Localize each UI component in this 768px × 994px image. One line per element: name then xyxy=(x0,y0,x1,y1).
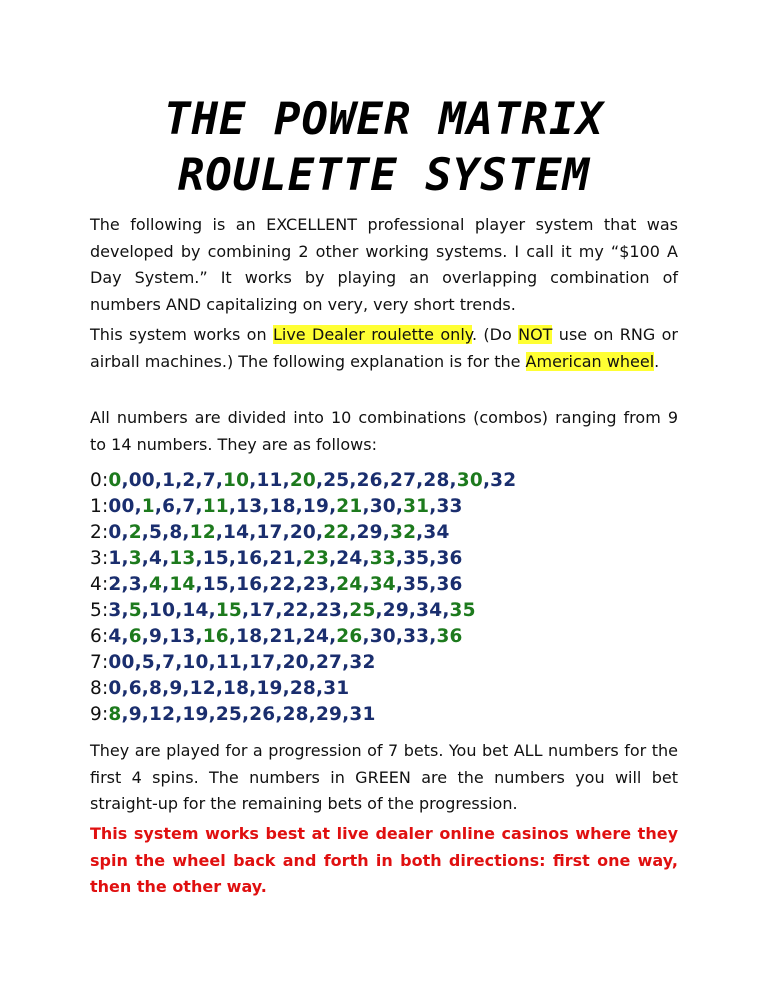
blue-number: 27 xyxy=(390,470,417,491)
green-number: 25 xyxy=(349,600,376,621)
blue-number: 5 xyxy=(149,522,163,543)
blue-number: 23 xyxy=(302,574,330,595)
blue-number: 33 xyxy=(436,496,463,517)
green-number: 26 xyxy=(336,626,363,647)
blue-number: 15 xyxy=(202,548,229,569)
blue-number: 3 xyxy=(128,574,142,595)
blue-number: 9 xyxy=(169,678,183,699)
blue-number: 31 xyxy=(349,704,376,725)
combo-line: 1:00,1,6,7,11,13,18,19,21,30,31,33 xyxy=(90,496,463,517)
green-number: 12 xyxy=(189,522,216,543)
live-dealer-text-3: use on RNG or airball machines.) The following explanation is for the xyxy=(90,325,678,371)
blue-number: 6 xyxy=(162,496,176,517)
blue-number: 21 xyxy=(269,548,296,569)
green-number: 8 xyxy=(108,704,122,725)
blue-number: 10 xyxy=(182,652,209,673)
green-number: 22 xyxy=(323,522,350,543)
progression-paragraph: They are played for a progression of 7 bets. You bet ALL numbers for the first 4 spins. The numbers in GREEN are the numbers you will bet straight-up for the remaining bets of the progression. xyxy=(90,741,678,813)
green-number: 13 xyxy=(169,548,196,569)
blue-number: 00 xyxy=(108,652,135,673)
blue-number: 32 xyxy=(490,470,517,491)
combo-line: 4:2,3,4,14,15,16,22,23,24,34,35,36 xyxy=(90,574,463,595)
blue-number: 11 xyxy=(215,652,242,673)
blue-number: 16 xyxy=(236,574,263,595)
green-number: 21 xyxy=(336,496,363,517)
blue-number: 35 xyxy=(403,574,430,595)
combo-index: 6: xyxy=(90,626,109,647)
combo-index: 4: xyxy=(90,574,109,595)
blue-number: 25 xyxy=(323,470,350,491)
highlight-live-dealer: Live Dealer roulette only xyxy=(272,325,472,344)
title-line-2: ROULETTE SYSTEM xyxy=(177,150,591,201)
blue-number: 22 xyxy=(269,574,296,595)
green-number: 6 xyxy=(128,626,142,647)
blue-number: 7 xyxy=(202,470,216,491)
blue-number: 25 xyxy=(215,704,242,725)
green-number: 0 xyxy=(108,470,122,491)
blue-number: 29 xyxy=(382,600,409,621)
green-number: 36 xyxy=(436,626,463,647)
combo-index: 3: xyxy=(90,548,109,569)
blue-number: 11 xyxy=(256,470,283,491)
green-number: 35 xyxy=(449,600,476,621)
blue-number: 28 xyxy=(423,470,450,491)
blue-number: 26 xyxy=(356,470,383,491)
combos-intro-paragraph: All numbers are divided into 10 combinations (combos) ranging from 9 to 14 numbers. They are as follows: xyxy=(90,408,678,454)
blue-number: 18 xyxy=(269,496,296,517)
green-number: 34 xyxy=(369,574,396,595)
combo-index: 8: xyxy=(90,678,109,699)
live-dealer-text-1: This system works on xyxy=(90,325,273,344)
blue-number: 22 xyxy=(282,600,309,621)
blue-number: 19 xyxy=(256,678,283,699)
green-number: 23 xyxy=(302,548,330,569)
blue-number: 6 xyxy=(128,678,142,699)
combo-line: 0:0,00,1,2,7,10,11,20,25,26,27,28,30,32 xyxy=(90,470,517,491)
green-number: 10 xyxy=(223,470,250,491)
blue-number: 7 xyxy=(162,652,176,673)
blue-number: 9 xyxy=(149,626,163,647)
blue-number: 1 xyxy=(162,470,176,491)
live-dealer-paragraph xyxy=(90,322,678,375)
blue-number: 28 xyxy=(282,704,309,725)
blue-number: 13 xyxy=(169,626,196,647)
blue-number: 30 xyxy=(369,626,396,647)
blue-number: 24 xyxy=(302,626,330,647)
combo-index: 7: xyxy=(90,652,109,673)
combo-index: 5: xyxy=(90,600,109,621)
blue-number: 34 xyxy=(423,522,450,543)
green-number: 3 xyxy=(128,548,142,569)
highlight-not: NOT xyxy=(518,325,553,344)
blue-number: 35 xyxy=(403,548,430,569)
green-number: 4 xyxy=(149,574,163,595)
blue-number: 4 xyxy=(149,548,163,569)
blue-number: 17 xyxy=(249,652,276,673)
green-number: 24 xyxy=(336,574,363,595)
blue-number: 4 xyxy=(108,626,122,647)
blue-number: 36 xyxy=(436,548,463,569)
blue-number: 13 xyxy=(236,496,263,517)
green-number: 16 xyxy=(202,626,229,647)
blue-number: 00 xyxy=(108,496,135,517)
live-dealer-text-2: . (Do xyxy=(471,325,519,344)
combos-list xyxy=(90,468,678,728)
combo-line: 7:00,5,7,10,11,17,20,27,32 xyxy=(90,652,376,673)
blue-number: 0 xyxy=(108,522,122,543)
note-paragraph: This system works best at live dealer online casinos where they spin the wheel back and forth in both directions: first one way, then the other way. xyxy=(90,824,678,896)
blue-number: 12 xyxy=(189,678,216,699)
blue-number: 26 xyxy=(249,704,276,725)
blue-number: 2 xyxy=(108,574,122,595)
blue-number: 21 xyxy=(269,626,296,647)
green-number: 30 xyxy=(456,470,483,491)
blue-number: 17 xyxy=(249,600,276,621)
combo-index: 2: xyxy=(90,522,109,543)
blue-number: 32 xyxy=(349,652,376,673)
combo-line: 5:3,5,10,14,15,17,22,23,25,29,34,35 xyxy=(90,600,476,621)
blue-number: 19 xyxy=(302,496,330,517)
blue-number: 2 xyxy=(182,470,196,491)
blue-number: 8 xyxy=(169,522,183,543)
blue-number: 23 xyxy=(315,600,343,621)
live-dealer-text-4: . xyxy=(654,351,660,371)
blue-number: 36 xyxy=(436,574,463,595)
blue-number: 17 xyxy=(256,522,283,543)
combo-line: 6:4,6,9,13,16,18,21,24,26,30,33,36 xyxy=(90,626,463,647)
blue-number: 15 xyxy=(202,574,229,595)
blue-number: 18 xyxy=(223,678,250,699)
title-line-1: THE POWER MATRIX xyxy=(164,94,604,145)
combo-line: 2:0,2,5,8,12,14,17,20,22,29,32,34 xyxy=(90,522,450,543)
blue-number: 10 xyxy=(149,600,176,621)
blue-number: 3 xyxy=(108,600,122,621)
green-number: 20 xyxy=(289,470,316,491)
blue-number: 18 xyxy=(236,626,263,647)
blue-number: 14 xyxy=(223,522,250,543)
green-number: 31 xyxy=(403,496,430,517)
green-number: 32 xyxy=(390,522,417,543)
blue-number: 20 xyxy=(289,522,316,543)
blue-number: 12 xyxy=(149,704,176,725)
green-number: 2 xyxy=(128,522,142,543)
combo-line: 3:1,3,4,13,15,16,21,23,24,33,35,36 xyxy=(90,548,463,569)
green-number: 15 xyxy=(215,600,242,621)
blue-number: 0 xyxy=(108,678,122,699)
blue-number: 30 xyxy=(369,496,396,517)
blue-number: 20 xyxy=(282,652,309,673)
combo-line: 9:8,9,12,19,25,26,28,29,31 xyxy=(90,704,376,725)
green-number: 33 xyxy=(369,548,396,569)
combo-index: 1: xyxy=(90,496,109,517)
blue-number: 14 xyxy=(182,600,209,621)
blue-number: 29 xyxy=(315,704,343,725)
blue-number: 8 xyxy=(149,678,163,699)
blue-number: 24 xyxy=(336,548,363,569)
blue-number: 00 xyxy=(128,470,155,491)
blue-number: 16 xyxy=(236,548,263,569)
green-number: 14 xyxy=(169,574,196,595)
combo-line: 8:0,6,8,9,12,18,19,28,31 xyxy=(90,678,350,699)
green-number: 5 xyxy=(128,600,142,621)
blue-number: 7 xyxy=(182,496,196,517)
combo-index: 0: xyxy=(90,470,109,491)
blue-number: 31 xyxy=(323,678,350,699)
blue-number: 33 xyxy=(403,626,430,647)
blue-number: 27 xyxy=(315,652,343,673)
combo-index: 9: xyxy=(90,704,109,725)
blue-number: 9 xyxy=(128,704,142,725)
blue-number: 28 xyxy=(289,678,316,699)
blue-number: 5 xyxy=(141,652,155,673)
highlight-american-wheel: American wheel xyxy=(525,351,655,371)
blue-number: 34 xyxy=(416,600,443,621)
green-number: 1 xyxy=(141,496,155,517)
blue-number: 29 xyxy=(356,522,383,543)
blue-number: 1 xyxy=(108,548,122,569)
green-number: 11 xyxy=(202,496,229,517)
blue-number: 19 xyxy=(182,704,209,725)
intro-paragraph: The following is an EXCELLENT professional player system that was developed by combining 2 other working systems. I call it my “$100 A Day System.” It works by playing an overlapping combination of numbers AND capitalizing on very, very short trends. xyxy=(90,215,678,314)
